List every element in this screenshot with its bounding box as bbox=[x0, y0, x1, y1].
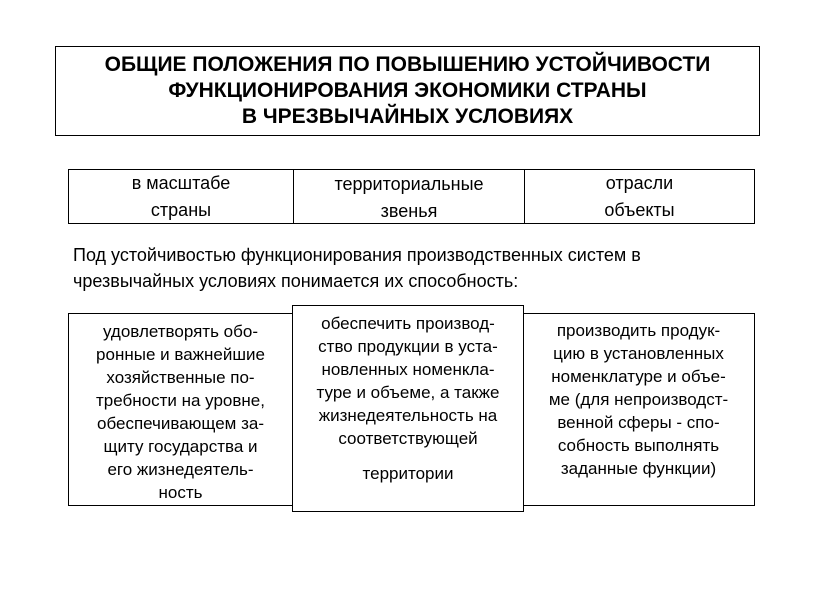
scale-cell-label: территориальные bbox=[334, 174, 484, 194]
capability-line: ство продукции в уста- bbox=[318, 337, 498, 356]
capability-line: туре и объеме, а также bbox=[316, 383, 500, 402]
capability-line: заданные функции) bbox=[560, 459, 717, 478]
intro-line: Под устойчивостью функционирования производственных систем в bbox=[73, 245, 641, 265]
scale-cell-country bbox=[69, 170, 293, 223]
capability-line: ность bbox=[158, 483, 203, 502]
capability-line: обеспечивающем за- bbox=[96, 414, 265, 433]
scale-cell-label: страны bbox=[150, 199, 212, 220]
capability-line: ме (для непроизводст- bbox=[548, 390, 729, 409]
capability-line: обеспечить производ- bbox=[321, 314, 495, 333]
scale-cell-label: объекты bbox=[604, 199, 675, 220]
scale-cell-territorial bbox=[293, 170, 524, 223]
capability-line: требности на уровне, bbox=[96, 391, 265, 410]
capability-line: новленных номенкла- bbox=[321, 360, 495, 379]
capability-line: собность выполнять bbox=[557, 436, 720, 455]
capability-line: удовлетворять обо- bbox=[103, 322, 258, 341]
capability-line: производить продук- bbox=[556, 321, 721, 340]
capability-line: хозяйственные по- bbox=[106, 368, 255, 387]
title-line: В ЧРЕЗВЫЧАЙНЫХ УСЛОВИЯХ bbox=[241, 105, 574, 128]
intro-line: чрезвычайных условиях понимается их способность: bbox=[73, 271, 519, 291]
capability-line: ронные и важнейшие bbox=[96, 345, 265, 364]
intro-paragraph bbox=[73, 242, 763, 294]
scale-levels-row bbox=[68, 169, 755, 224]
capability-line: венной сферы - спо- bbox=[557, 413, 720, 432]
scale-cell-label: звенья bbox=[380, 201, 438, 221]
capability-line: цию в установленных bbox=[553, 344, 724, 363]
title-line: ОБЩИЕ ПОЛОЖЕНИЯ ПО ПОВЫШЕНИЮ УСТОЙЧИВОСТИ bbox=[104, 53, 711, 76]
capability-line: территории bbox=[362, 464, 454, 483]
capability-line: жизнедеятельность на bbox=[318, 406, 498, 425]
title-line: ФУНКЦИОНИРОВАНИЯ ЭКОНОМИКИ СТРАНЫ bbox=[168, 79, 647, 102]
scale-cell-label: в масштабе bbox=[131, 172, 231, 193]
capability-line: номенклатуре и объе- bbox=[551, 367, 726, 386]
capability-line: соответствующей bbox=[338, 429, 478, 448]
capability-line: щиту государства и bbox=[103, 437, 258, 456]
capability-box-production bbox=[522, 313, 755, 506]
capability-line: его жизнедеятель- bbox=[107, 460, 254, 479]
capability-box-defense bbox=[68, 313, 293, 506]
capability-box-territory bbox=[292, 305, 524, 512]
scale-cell-label: отрасли bbox=[605, 172, 674, 193]
scale-cell-industry bbox=[524, 170, 754, 223]
title-box bbox=[55, 46, 760, 136]
